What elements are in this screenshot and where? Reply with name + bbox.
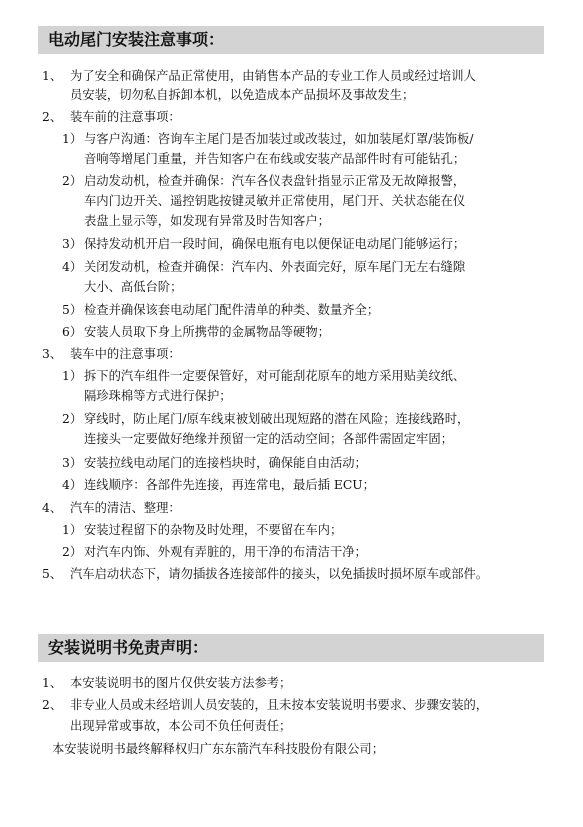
- subitem-number: 2）: [62, 545, 83, 559]
- item-text: 装车中的注意事项：: [70, 347, 181, 361]
- item-text: 员安装，切勿私自拆卸本机，以免造成本产品损坏及事故发生；: [70, 88, 415, 102]
- item-text: 为了安全和确保产品正常使用，由销售本产品的专业工作人员或经过培训人: [70, 69, 476, 83]
- subitem-text: 拆下的汽车组件一定要保管好，对可能刮花原车的地方采用贴美纹纸、: [84, 369, 466, 383]
- subitem-text: 隔珍珠棉等方式进行保护；: [84, 389, 232, 403]
- subitem-text: 连线顺序：各部件先连接，再连常电，最后插 ECU；: [84, 478, 375, 492]
- item-number: 5、: [42, 567, 63, 581]
- subitem-number: 4）: [62, 478, 83, 492]
- subitem-number: 6）: [62, 325, 83, 339]
- subitem-text: 穿线时，防止尾门/原车线束被划破出现短路的潜在风险；连接线路时，: [84, 412, 470, 426]
- item-text: 本安装说明书的图片仅供安装方法参考；: [70, 676, 292, 690]
- section-title-disclaimer: 安装说明书免责声明：: [38, 634, 544, 662]
- subitem-text: 大小、高低台阶；: [84, 280, 183, 294]
- subitem-number: 5）: [62, 303, 83, 317]
- item-number: 4、: [42, 501, 63, 515]
- subitem-text: 音响等增尾门重量，并告知客户在布线或安装产品部件时有可能钻孔；: [84, 152, 466, 166]
- subitem-text: 与客户沟通：咨询车主尾门是否加装过或改装过，如加装尾灯罩/装饰板/: [84, 132, 474, 146]
- subitem-number: 4）: [62, 260, 83, 274]
- subitem-text: 关闭发动机，检查并确保：汽车内、外表面完好，原车尾门无左右缝隙: [84, 260, 466, 274]
- subitem-text: 启动发动机，检查并确保：汽车各仪表盘针指显示正常及无故障报警，: [84, 174, 466, 188]
- item-text: 汽车的清洁、整理：: [70, 501, 181, 515]
- item-text: 汽车启动状态下，请勿插拔各连接部件的接头，以免插拔时损坏原车或部件。: [70, 567, 489, 581]
- subitem-text: 连接头一定要做好绝缘并预留一定的活动空间；各部件需固定牢固；: [84, 432, 453, 446]
- subitem-text: 对汽车内饰、外观有弄脏的，用干净的布清洁干净；: [84, 545, 367, 559]
- item-number: 1、: [42, 69, 63, 83]
- subitem-number: 2）: [62, 412, 83, 426]
- subitem-text: 车内门边开关、遥控钥匙按键灵敏并正常使用，尾门开、关状态能在仪: [84, 194, 466, 208]
- item-number: 3、: [42, 347, 63, 361]
- subitem-number: 2）: [62, 174, 83, 188]
- item-text: 非专业人员或未经培训人员安装的，且未按本安装说明书要求、步骤安装的，: [70, 698, 489, 712]
- item-text: 装车前的注意事项：: [70, 110, 181, 124]
- subitem-text: 安装过程留下的杂物及时处理，不要留在车内；: [84, 523, 343, 537]
- subitem-number: 1）: [62, 369, 83, 383]
- subitem-text: 安装拉线电动尾门的连接档块时，确保能自由活动；: [84, 456, 367, 470]
- item-text: 出现异常或事故，本公司不负任何责任；: [70, 719, 292, 733]
- item-number: 2、: [42, 110, 63, 124]
- subitem-text: 检查并确保该套电动尾门配件清单的种类、数量齐全；: [84, 303, 380, 317]
- subitem-number: 1）: [62, 523, 83, 537]
- section-title-installation-notes: 电动尾门安装注意事项：: [38, 26, 544, 54]
- subitem-text: 安装人员取下身上所携带的金属物品等硬物；: [84, 325, 330, 339]
- footer-statement: 本安装说明书最终解释权归广东东箭汽车科技股份有限公司；: [52, 742, 385, 756]
- subitem-number: 1）: [62, 132, 83, 146]
- subitem-number: 3）: [62, 237, 83, 251]
- subitem-text: 表盘上显示等，如发现有异常及时告知客户；: [84, 214, 330, 228]
- item-number: 2、: [42, 698, 63, 712]
- subitem-text: 保持发动机开启一段时间，确保电瓶有电以便保证电动尾门能够运行；: [84, 237, 466, 251]
- subitem-number: 3）: [62, 456, 83, 470]
- item-number: 1、: [42, 676, 63, 690]
